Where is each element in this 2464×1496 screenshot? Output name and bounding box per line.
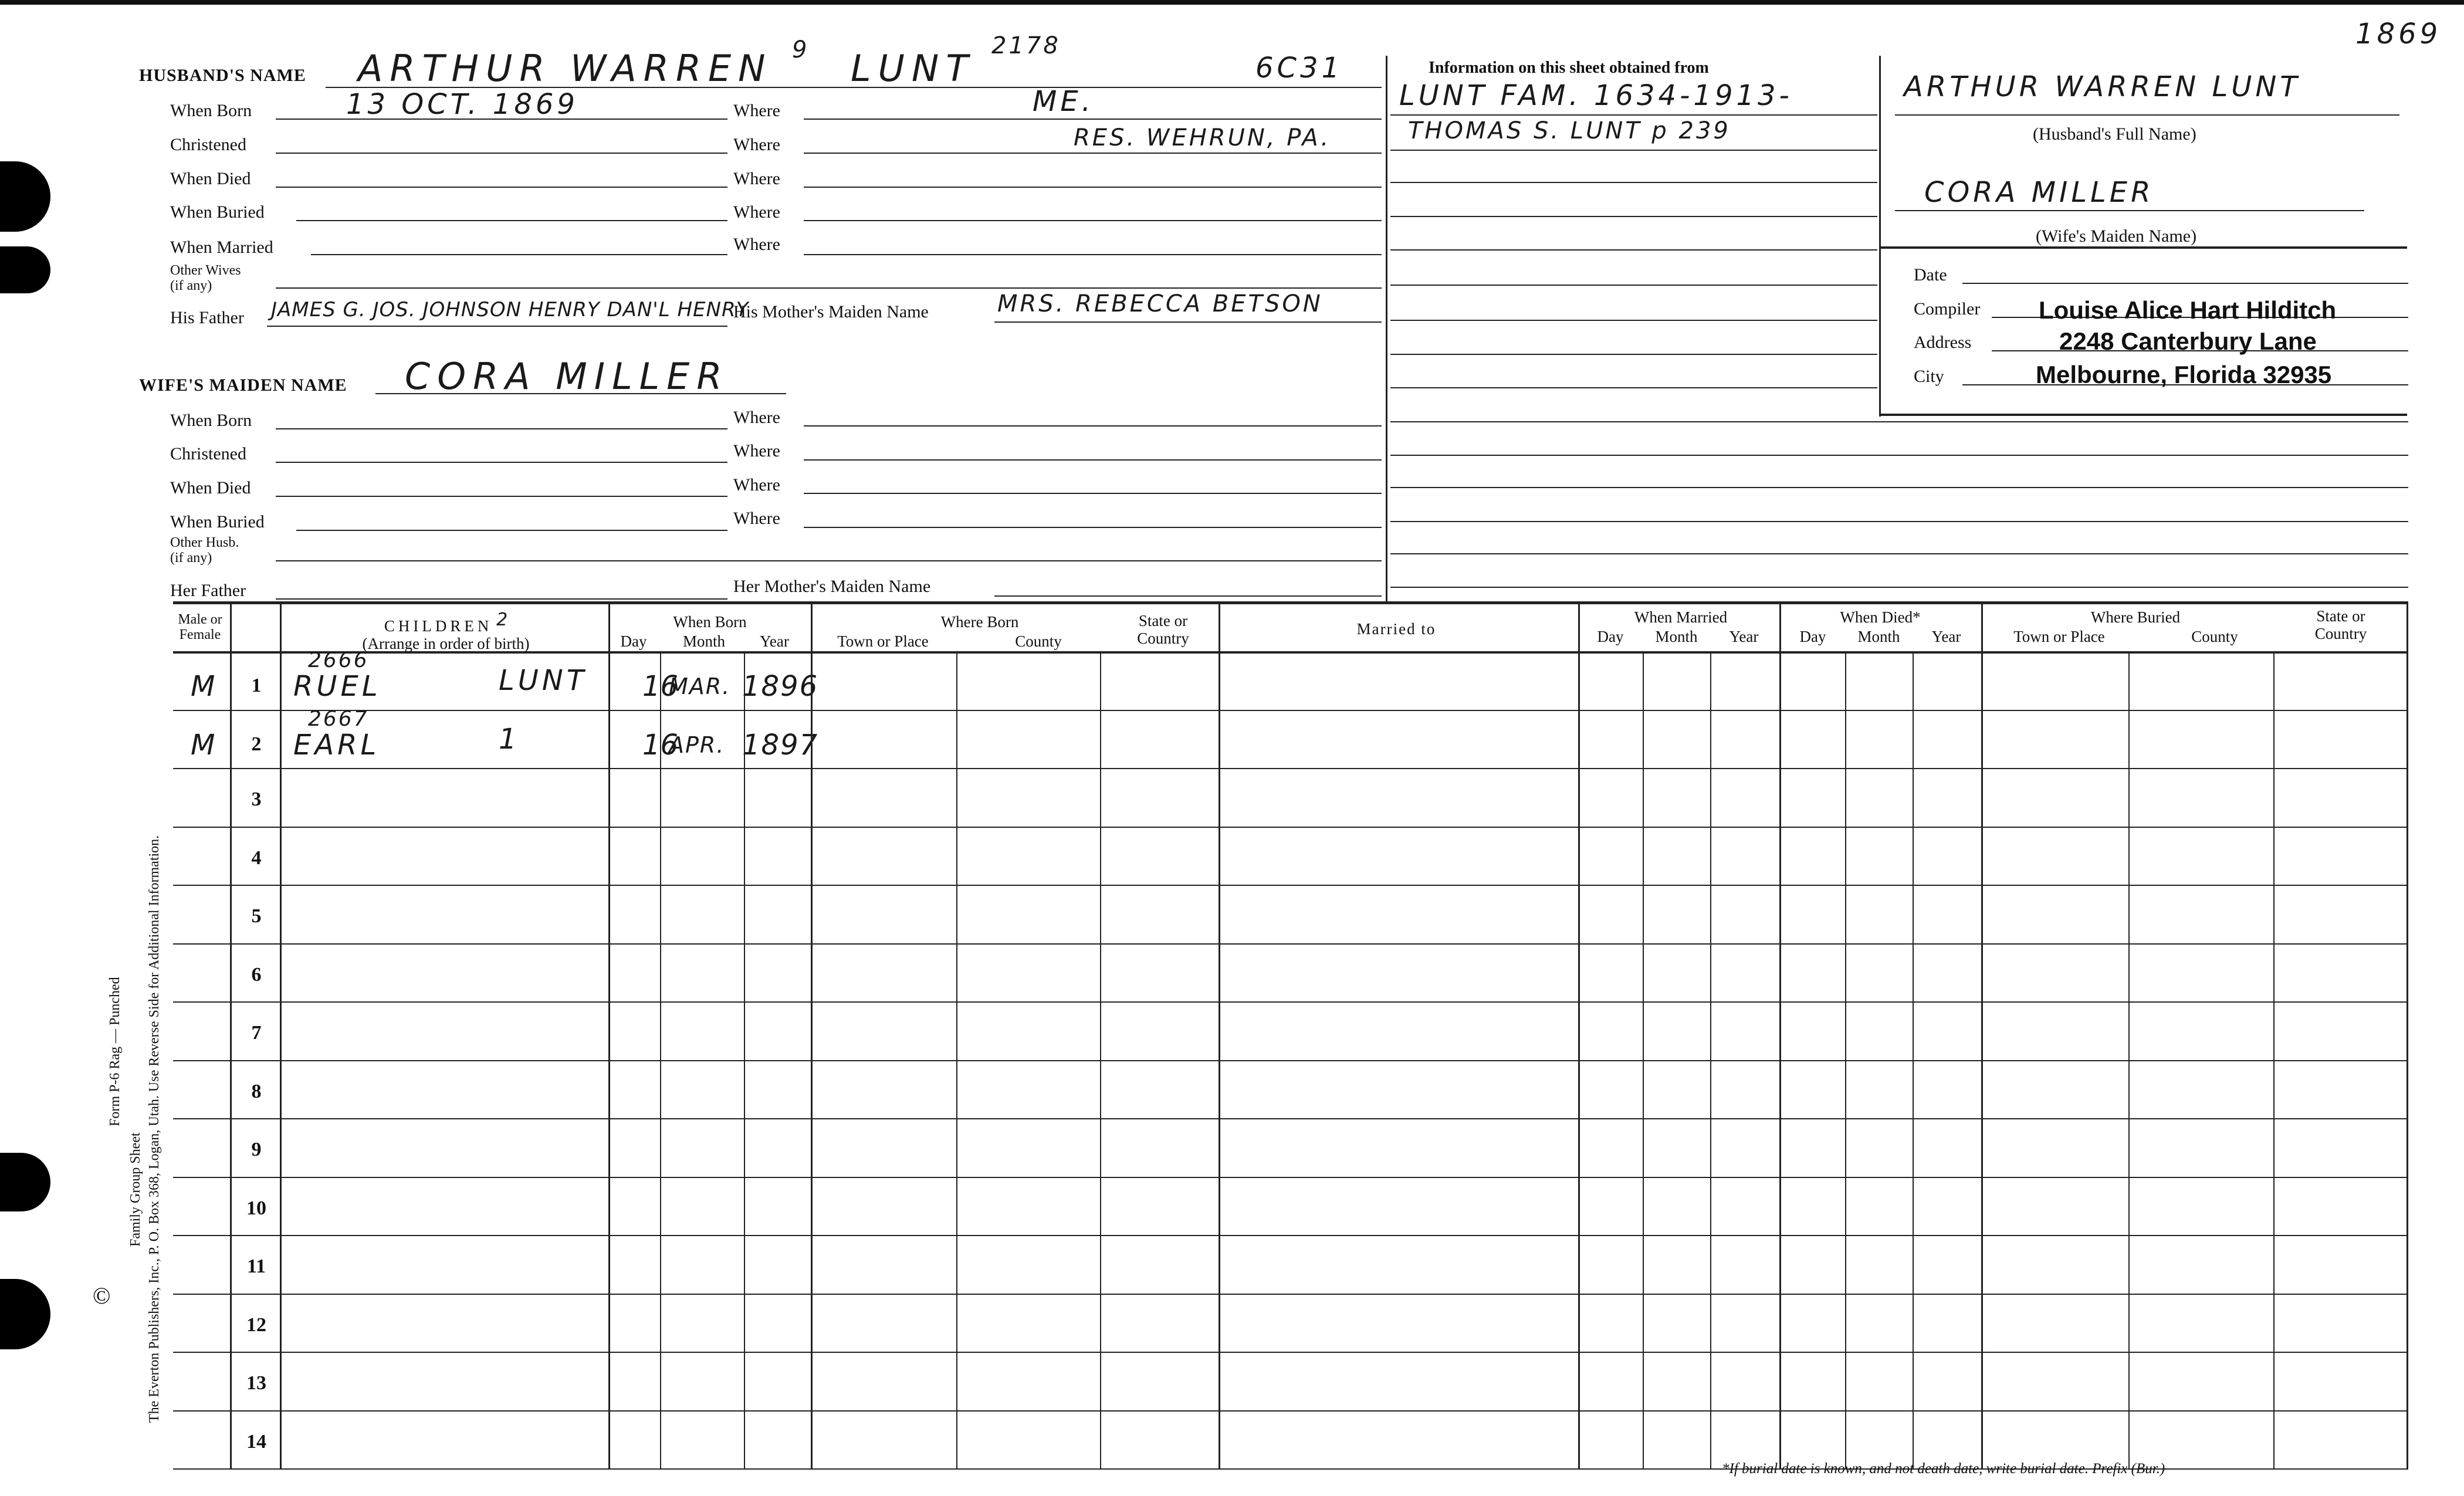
row-number: 7 <box>251 1022 262 1044</box>
row-number: 5 <box>251 905 262 927</box>
wife-name: CORA MILLER <box>405 355 729 398</box>
header-born-county: County <box>1015 632 1062 650</box>
husband-born-date: 13 OCT. 1869 <box>346 88 578 121</box>
header-died-year: Year <box>1931 628 1961 645</box>
summary-wife-name: CORA MILLER <box>1924 176 2154 209</box>
header-born-day: Day <box>620 632 647 650</box>
husband-christened-label: Christened <box>170 135 246 154</box>
top-border <box>0 0 2464 5</box>
wife-mother-label: Her Mother's Maiden Name <box>733 577 931 596</box>
row-number: 10 <box>246 1197 266 1219</box>
row-number: 13 <box>246 1372 266 1394</box>
wife-died-where-label: Where <box>733 475 780 495</box>
table-row <box>0 1294 2464 1352</box>
header-sex: Male or Female <box>178 612 222 642</box>
other-husb-label: Other Husb. (if any) <box>170 535 239 566</box>
table-row <box>0 707 2464 769</box>
child-name: EARL <box>293 729 380 761</box>
summary-husband-name: ARTHUR WARREN LUNT <box>1904 70 2301 103</box>
header-when-died: When Died* <box>1840 608 1921 626</box>
row-number: 1 <box>251 675 262 696</box>
husband-died-label: When Died <box>170 169 251 188</box>
row-number: 6 <box>251 964 262 986</box>
side-publisher-text: The Everton Publishers, Inc., P. O. Box 368, Logan, Utah. Use Reverse Side for Additional Information. <box>147 835 162 1423</box>
row-number: 9 <box>251 1139 262 1160</box>
husband-died-where-label: Where <box>733 169 780 188</box>
table-top-border <box>173 601 2408 604</box>
punch-hole <box>0 161 50 232</box>
table-row <box>0 1352 2464 1410</box>
row-number: 8 <box>251 1081 262 1102</box>
husband-father: JAMES G. JOS. JOHNSON HENRY DAN'L HENRY <box>271 298 749 321</box>
header-married-to: Married to <box>1356 620 1436 638</box>
child-sex: M <box>191 729 219 761</box>
child-name: RUEL <box>293 670 381 703</box>
husband-name-label: HUSBAND'S NAME <box>139 66 306 85</box>
info-line-2: THOMAS S. LUNT p 239 <box>1408 117 1731 144</box>
header-married-year: Year <box>1729 628 1759 645</box>
husband-christened-where: RES. WEHRUN, PA. <box>1074 124 1331 151</box>
row-number: 3 <box>251 788 262 810</box>
husband-father-label: His Father <box>170 308 244 327</box>
summary-compiler: Louise Alice Hart Hilditch <box>2039 296 2337 324</box>
child-sex: M <box>191 670 219 703</box>
husband-given-name: ARTHUR WARREN <box>358 47 773 90</box>
wife-father-label: Her Father <box>170 581 246 600</box>
punch-hole <box>0 246 50 293</box>
child-id: 2667 <box>308 707 369 731</box>
husband-buried-where-label: Where <box>733 202 780 222</box>
child-surname: LUNT <box>499 664 588 697</box>
row-number: 4 <box>251 847 262 869</box>
wife-name-label: WIFE'S MAIDEN NAME <box>139 375 347 395</box>
header-where-buried: Where Buried <box>2090 608 2181 626</box>
table-row <box>0 1235 2464 1294</box>
table-row <box>0 1118 2464 1177</box>
child-born-day: 16 <box>642 670 679 703</box>
summary-city: Melbourne, Florida 32935 <box>2036 361 2332 388</box>
header-married-day: Day <box>1597 628 1624 645</box>
row-number: 11 <box>246 1255 266 1277</box>
header-born-state: State or Country <box>1137 612 1189 647</box>
header-children: CHILDREN 2 (Arrange in order of birth) <box>362 610 530 652</box>
wife-buried-label: When Buried <box>170 512 265 532</box>
table-row <box>0 827 2464 885</box>
side-form-text: Form P-6 Rag — Punched <box>107 977 123 1126</box>
husband-christened-where-label: Where <box>733 135 780 154</box>
summary-address-label: Address <box>1914 333 1972 352</box>
child-born-month: APR. <box>669 732 725 758</box>
info-line-1: LUNT FAM. 1634-1913- <box>1399 79 1793 112</box>
table-row <box>0 1060 2464 1119</box>
header-born-year: Year <box>760 632 789 650</box>
husband-married-label: When Married <box>170 238 273 257</box>
row-number: 14 <box>246 1431 266 1453</box>
summary-husband-caption: (Husband's Full Name) <box>2033 124 2196 144</box>
header-died-day: Day <box>1799 628 1826 645</box>
husband-born-label: When Born <box>170 101 252 120</box>
table-row <box>0 1177 2464 1236</box>
husband-born-where: ME. <box>1033 85 1094 118</box>
header-when-married: When Married <box>1634 608 1728 626</box>
header-when-born: When Born <box>673 613 747 631</box>
husband-buried-label: When Buried <box>170 202 265 222</box>
wife-christened-where-label: Where <box>733 441 780 461</box>
child-born-month: MAR. <box>669 673 731 699</box>
husband-born-where-label: Where <box>733 101 780 120</box>
header-buried-county: County <box>2191 628 2238 645</box>
husband-surname: LUNT <box>851 47 976 90</box>
header-born-month: Month <box>682 632 725 650</box>
child-id: 2666 <box>308 648 369 672</box>
table-row <box>0 1410 2464 1469</box>
wife-born-label: When Born <box>170 411 252 430</box>
copyright-symbol: © <box>93 1282 111 1309</box>
corner-year: 1869 <box>2355 18 2442 50</box>
info-header: Information on this sheet obtained from <box>1429 59 1709 77</box>
header-married-month: Month <box>1655 628 1698 645</box>
wife-buried-where-label: Where <box>733 509 780 528</box>
summary-compiler-label: Compiler <box>1914 299 1981 319</box>
header-died-month: Month <box>1857 628 1900 645</box>
header-buried-state: State or Country <box>2314 607 2367 642</box>
wife-died-label: When Died <box>170 478 251 497</box>
summary-city-label: City <box>1914 367 1944 386</box>
child-surname: 1 <box>499 723 520 756</box>
other-wives-label: Other Wives (if any) <box>170 263 241 293</box>
row-number: 12 <box>246 1314 266 1336</box>
husband-code: 6C31 <box>1255 52 1343 84</box>
husband-surname-sup: 2178 <box>991 32 1061 59</box>
row-number: 2 <box>251 733 262 755</box>
header-born-town: Town or Place <box>837 632 929 650</box>
summary-wife-caption: (Wife's Maiden Name) <box>2036 226 2197 246</box>
footer-note: *If burial date is known, and not death date, write burial date. Prefix (Bur.) <box>1722 1461 2165 1477</box>
husband-married-where-label: Where <box>733 235 780 254</box>
table-row <box>0 885 2464 943</box>
side-title-text: Family Group Sheet <box>128 1132 143 1247</box>
summary-address: 2248 Canterbury Lane <box>2059 327 2317 355</box>
table-row <box>0 943 2464 1002</box>
header-buried-town: Town or Place <box>2013 628 2105 645</box>
header-where-born: Where Born <box>940 613 1019 631</box>
table-row <box>0 1001 2464 1060</box>
table-row <box>0 768 2464 827</box>
husband-name-sup: 9 <box>792 36 810 63</box>
wife-christened-label: Christened <box>170 444 246 463</box>
table-row <box>0 648 2464 710</box>
husband-mother: MRS. REBECCA BETSON <box>997 290 1323 317</box>
wife-born-where-label: Where <box>733 408 780 427</box>
child-born-day: 16 <box>642 729 679 761</box>
summary-date-label: Date <box>1914 265 1947 285</box>
child-born-year: 1896 <box>742 670 819 703</box>
husband-mother-label: His Mother's Maiden Name <box>733 302 929 321</box>
child-born-year: 1897 <box>742 729 819 761</box>
